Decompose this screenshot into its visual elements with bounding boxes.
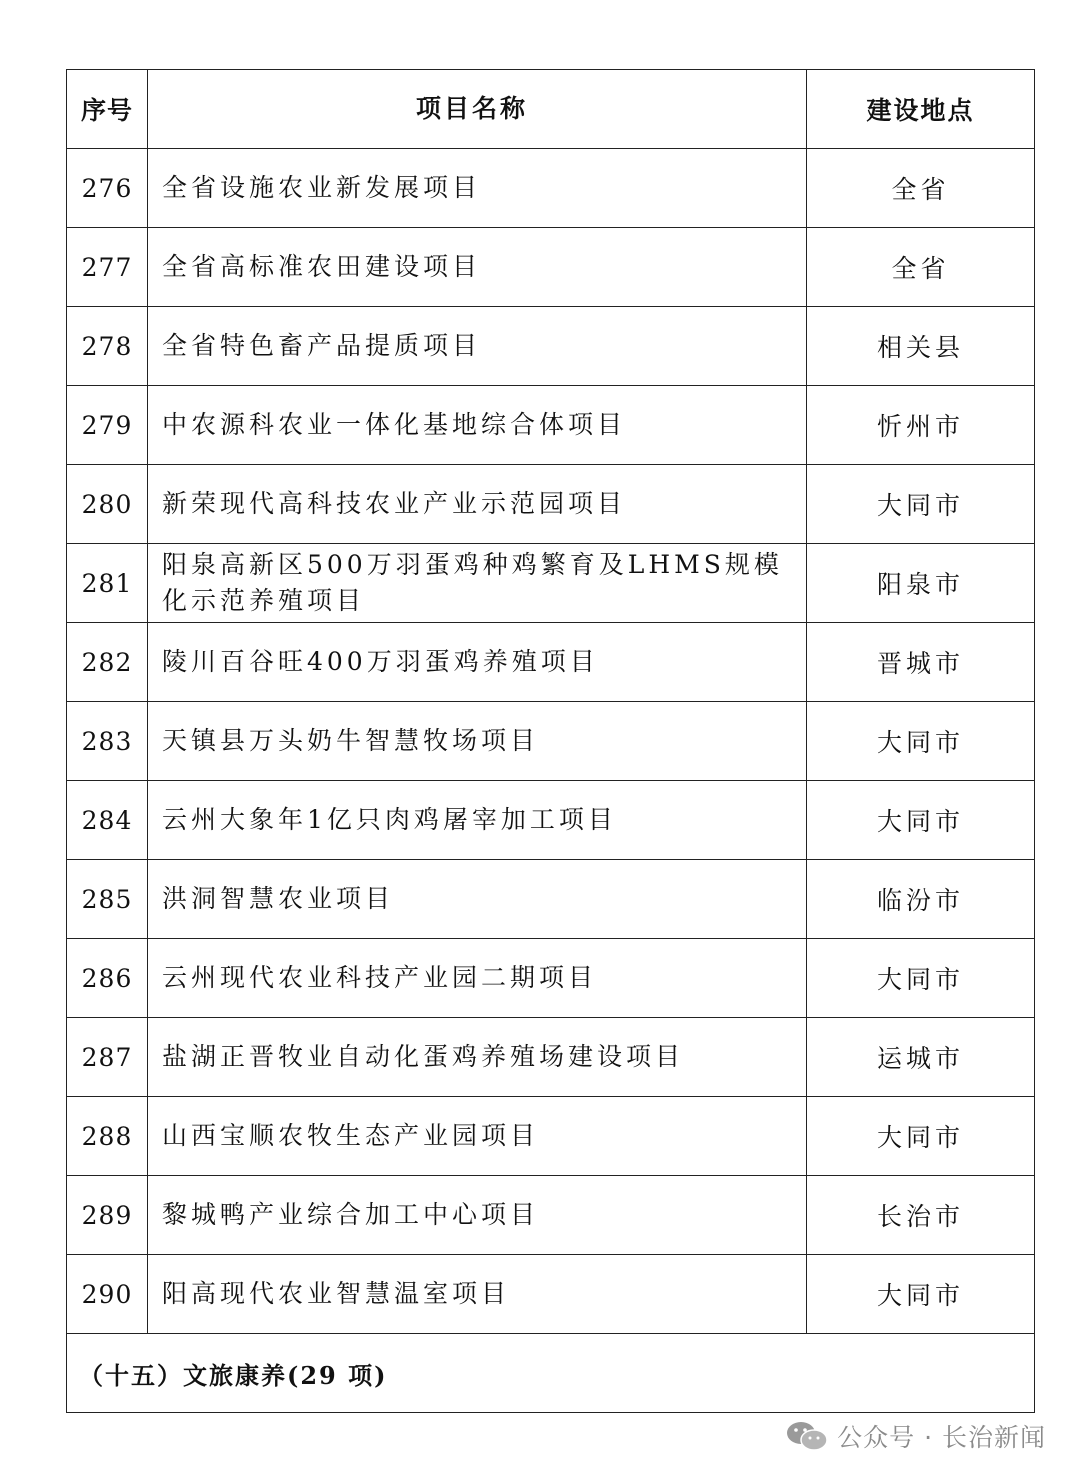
- row-name: 阳泉高新区500万羽蛋鸡种鸡繁育及LHMS规模化示范养殖项目: [148, 544, 807, 623]
- row-no: 282: [67, 623, 148, 702]
- row-no: 279: [67, 386, 148, 465]
- row-name: 新荣现代高科技农业产业示范园项目: [148, 465, 807, 544]
- row-no: 288: [67, 1097, 148, 1176]
- row-no: 277: [67, 228, 148, 307]
- row-location: 阳泉市: [807, 544, 1035, 623]
- table-row: [67, 1176, 1035, 1255]
- header-location: 建设地点: [807, 70, 1035, 149]
- table-row: [67, 307, 1035, 386]
- table-row: [67, 149, 1035, 228]
- row-no: 278: [67, 307, 148, 386]
- row-no: 289: [67, 1176, 148, 1255]
- table-row: [67, 544, 1035, 623]
- row-location: 全省: [807, 228, 1035, 307]
- table-header-row: [67, 70, 1035, 149]
- row-name: 陵川百谷旺400万羽蛋鸡养殖项目: [148, 623, 807, 702]
- row-location: 长治市: [807, 1176, 1035, 1255]
- row-name: 山西宝顺农牧生态产业园项目: [148, 1097, 807, 1176]
- row-location: 大同市: [807, 781, 1035, 860]
- row-no: 286: [67, 939, 148, 1018]
- row-location: 大同市: [807, 702, 1035, 781]
- row-location: 相关县: [807, 307, 1035, 386]
- table-row: [67, 1018, 1035, 1097]
- table-row: [67, 702, 1035, 781]
- row-no: 290: [67, 1255, 148, 1334]
- row-name: 阳高现代农业智慧温室项目: [148, 1255, 807, 1334]
- row-no: 283: [67, 702, 148, 781]
- row-location: 临汾市: [807, 860, 1035, 939]
- table-row: [67, 860, 1035, 939]
- row-no: 284: [67, 781, 148, 860]
- table-row: [67, 781, 1035, 860]
- header-name: 项目名称: [148, 70, 807, 149]
- table-row: [67, 939, 1035, 1018]
- row-location: 忻州市: [807, 386, 1035, 465]
- row-location: 大同市: [807, 465, 1035, 544]
- row-name: 盐湖正晋牧业自动化蛋鸡养殖场建设项目: [148, 1018, 807, 1097]
- row-no: 287: [67, 1018, 148, 1097]
- project-table: [66, 69, 1035, 1413]
- row-no: 276: [67, 149, 148, 228]
- row-name: 云州大象年1亿只肉鸡屠宰加工项目: [148, 781, 807, 860]
- row-location: 大同市: [807, 1255, 1035, 1334]
- watermark: [785, 1418, 1046, 1454]
- row-location: 大同市: [807, 1097, 1035, 1176]
- table-row: [67, 228, 1035, 307]
- table-row: [67, 623, 1035, 702]
- row-name: 天镇县万头奶牛智慧牧场项目: [148, 702, 807, 781]
- row-no: 281: [67, 544, 148, 623]
- row-name: 云州现代农业科技产业园二期项目: [148, 939, 807, 1018]
- row-name: 黎城鸭产业综合加工中心项目: [148, 1176, 807, 1255]
- row-no: 280: [67, 465, 148, 544]
- section-row: [67, 1334, 1035, 1413]
- row-name: 全省特色畜产品提质项目: [148, 307, 807, 386]
- row-location: 大同市: [807, 939, 1035, 1018]
- table-row: [67, 465, 1035, 544]
- row-name: 全省高标准农田建设项目: [148, 228, 807, 307]
- row-location: 全省: [807, 149, 1035, 228]
- table-row: [67, 1097, 1035, 1176]
- row-no: 285: [67, 860, 148, 939]
- wechat-icon: [785, 1419, 829, 1453]
- row-name: 中农源科农业一体化基地综合体项目: [148, 386, 807, 465]
- row-name: 洪洞智慧农业项目: [148, 860, 807, 939]
- row-location: 运城市: [807, 1018, 1035, 1097]
- table-row: [67, 1255, 1035, 1334]
- watermark-text: 公众号 · 长治新闻: [837, 1423, 1046, 1452]
- row-name: 全省设施农业新发展项目: [148, 149, 807, 228]
- row-location: 晋城市: [807, 623, 1035, 702]
- table-row: [67, 386, 1035, 465]
- header-no: 序号: [67, 70, 148, 149]
- section-title: （十五）文旅康养(29 项): [67, 1334, 1035, 1413]
